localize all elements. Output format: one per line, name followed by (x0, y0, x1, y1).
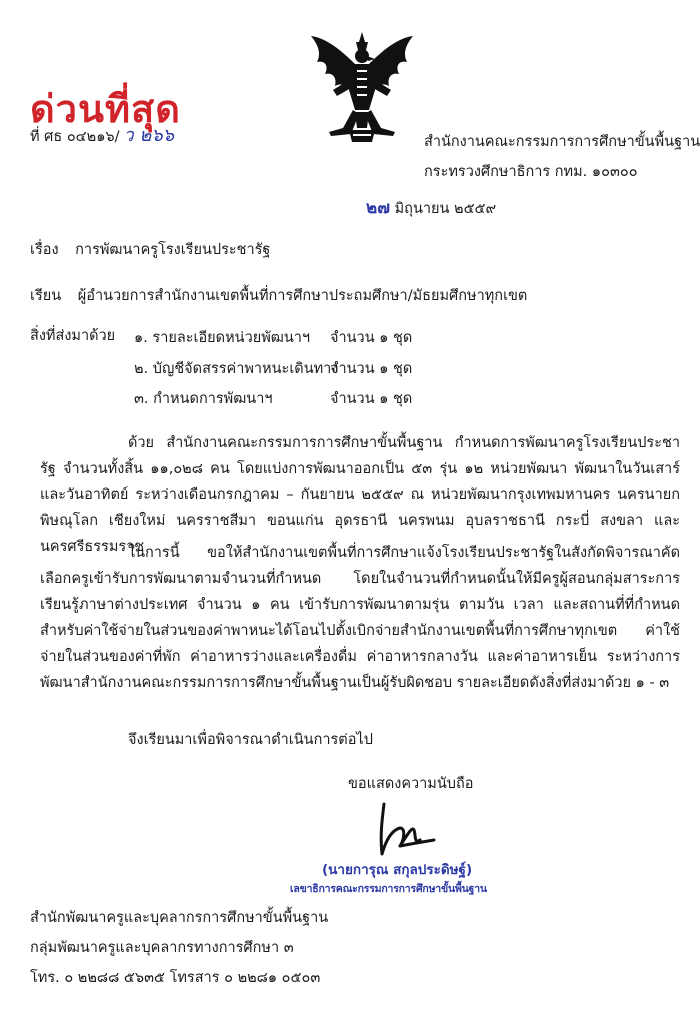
body-paragraph-2-text: ในการนี้ ขอให้สำนักงานเขตพื้นที่การศึกษาแจ้งโรงเรียนประชารัฐในสังกัดพิจารณาคัดเลือกครูเข้ารับการพัฒนาตามจำนวนที่กำหนด โดยในจำนวนที่กำหนดนั้นให้มีครูผู้สอนกลุ่มสาระการเรียนรู้ภาษาต่างประเทศ จำนวน ๑ คน เข้ารับการพัฒนาตามรุ่น ตามวัน เวลา และสถานที่ที่กำหนด สำหรับค่าใช้จ่ายในส่วนของค่าพาหนะได้โอนไปตั้งเบิกจ่ายสำนักงานเขตพื้นที่การศึกษาทุกเขต ค่าใช้จ่ายในส่วนของค่าที่พัก ค่าอาหารว่างและเครื่องดื่ม ค่าอาหารกลางวัน และค่าอาหารเย็น ระหว่างการพัฒนาสำนักงานคณะกรรมการการศึกษาขั้นพื้นฐานเป็นผู้รับผิดชอบ รายละเอียดดังสิ่งที่ส่งมาด้วย ๑ - ๓ (40, 545, 680, 691)
garuda-emblem-icon (305, 30, 420, 145)
footer-group: กลุ่มพัฒนาครูและบุคลากรทางการศึกษา ๓ (30, 940, 294, 956)
body-paragraph-1-text: ด้วย สำนักงานคณะกรรมการการศึกษาขั้นพื้นฐาน กำหนดการพัฒนาครูโรงเรียนประชารัฐ จำนวนทั้งสิ้น ๑๑,๐๒๘ คน โดยแบ่งการพัฒนาออกเป็น ๕๓ รุ่น ๑๒ หน่วยพัฒนา พัฒนาในวันเสาร์และวันอาทิตย์ ระหว่างเดือนกรกฎาคม – กันยายน ๒๕๕๙ ณ หน่วยพัฒนากรุงเทพมหานคร นครนายก พิษณุโลก เชียงใหม่ นครราชสีมา ขอนแก่น อุดรธานี นครพนม อุบลราชธานี กระบี่ สงขลา และนครศรีธรรมราช (40, 435, 680, 555)
enclosure-qty: จำนวน ๑ ชุด (330, 391, 413, 407)
enclosure-item: ๓. กำหนดการพัฒนาฯ (134, 391, 273, 407)
footer-contact: โทร. ๐ ๒๒๘๘ ๕๖๓๕ โทรสาร ๐ ๒๒๘๑ ๐๕๐๓ (30, 970, 321, 986)
enclosure-qty: จำนวน ๑ ชุด (330, 361, 413, 377)
regards-line: ขอแสดงความนับถือ (348, 776, 474, 792)
enclosure-item: ๑. รายละเอียดหน่วยพัฒนาฯ (134, 330, 311, 346)
recipient-text: ผู้อำนวยการสำนักงานเขตพื้นที่การศึกษาประถมศึกษา/มัธยมศึกษาทุกเขต (77, 288, 528, 304)
enclosure-qty: จำนวน ๑ ชุด (330, 330, 413, 346)
footer-office: สำนักพัฒนาครูและบุคลากรการศึกษาขั้นพื้นฐาน (30, 910, 329, 926)
subject-line (30, 240, 270, 260)
signatory-position: เลขาธิการคณะกรรมการการศึกษาขั้นพื้นฐาน (290, 883, 487, 895)
sender-office: สำนักงานคณะกรรมการการศึกษาขั้นพื้นฐาน (424, 134, 700, 150)
closing-line: จึงเรียนมาเพื่อพิจารณาดำเนินการต่อไป (128, 732, 373, 748)
subject-text: การพัฒนาครูโรงเรียนประชารัฐ (75, 242, 271, 258)
handwritten-signature (370, 800, 440, 860)
reference-prefix: ที่ ศธ ๐๔๒๑๖/ (30, 129, 120, 145)
date-day-handwritten: ๒๗ (366, 198, 390, 218)
recipient-line (30, 286, 527, 306)
reference-number (30, 126, 174, 147)
enclosure-item: ๒. บัญชีจัดสรรค่าพาหนะเดินทาง (134, 361, 339, 377)
sender-address: กระทรวงศึกษาธิการ กทม. ๑๐๓๐๐ (424, 164, 638, 180)
urgency-stamp: ด่วนที่สุด (30, 86, 181, 131)
signatory-name: (นายการุณ สกุลประดิษฐ์) (322, 862, 473, 878)
letter-date (366, 198, 496, 219)
body-paragraph-2 (40, 540, 680, 696)
date-month-year: มิถุนายน ๒๕๕๙ (394, 201, 497, 217)
reference-handwritten-number: ว ๒๖๖ (123, 125, 175, 146)
recipient-label: เรียน (30, 288, 62, 304)
enclosures-label: สิ่งที่ส่งมาด้วย (30, 328, 116, 344)
subject-label: เรื่อง (30, 242, 59, 258)
